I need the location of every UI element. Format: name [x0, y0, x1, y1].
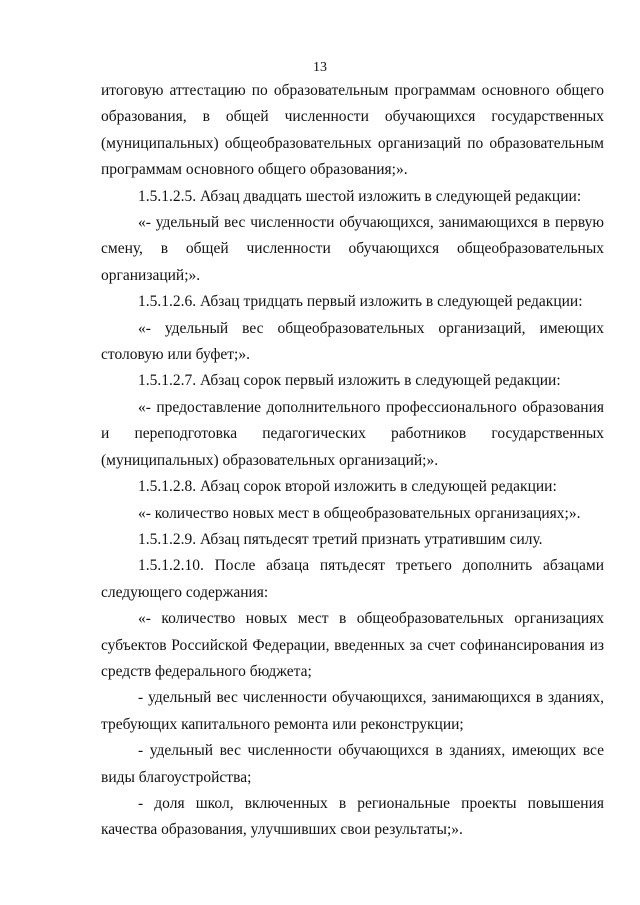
paragraph: 1.5.1.2.7. Абзац сорок первый изложить в следующей редакции:: [138, 372, 561, 390]
paragraph: - удельный вес численности обучающихся в зданиях, имеющих все виды благоустройства;: [101, 742, 604, 786]
paragraph: «- удельный вес численности обучающихся, занимающихся в первую смену, в общей численности обучающихся общеобразовательных организаций;».: [101, 214, 604, 284]
paragraph: 1.5.1.2.5. Абзац двадцать шестой изложить в следующей редакции:: [138, 187, 582, 205]
document-body: [101, 78, 604, 844]
paragraph: итоговую аттестацию по образовательным программам основного общего образования, в общей численности обучающихся государственных (муниципальных) общеобразовательных организаций по образовательным программам основного общего образования;».: [101, 82, 604, 179]
paragraph: «- количество новых мест в общеобразовательных организациях;».: [138, 504, 581, 522]
paragraph: - доля школ, включенных в региональные проекты повышения качества образования, улучшивших свои результаты;».: [101, 794, 604, 839]
paragraph: «- количество новых мест в общеобразовательных организациях субъектов Российской Федерации, введенных за счет софинансирования из средств федерального бюджета;: [101, 610, 604, 680]
paragraph: 1.5.1.2.10. После абзаца пятьдесят третьего дополнить абзацами следующего содержания:: [101, 557, 604, 601]
page-number: 13: [313, 60, 327, 75]
paragraph: «- предоставление дополнительного профессионального образования и переподготовка педагогических работников государственных (муниципальных) образовательных организаций;».: [101, 398, 604, 469]
paragraph: «- удельный вес общеобразовательных организаций, имеющих столовую или буфет;».: [101, 319, 604, 364]
paragraph: 1.5.1.2.8. Абзац сорок второй изложить в следующей редакции:: [138, 478, 557, 496]
paragraph: 1.5.1.2.9. Абзац пятьдесят третий признать утратившим силу.: [138, 530, 543, 548]
paragraph: - удельный вес численности обучающихся, занимающихся в зданиях, требующих капитального ремонта или реконструкции;: [101, 689, 604, 733]
paragraph: 1.5.1.2.6. Абзац тридцать первый изложить в следующей редакции:: [138, 293, 583, 311]
